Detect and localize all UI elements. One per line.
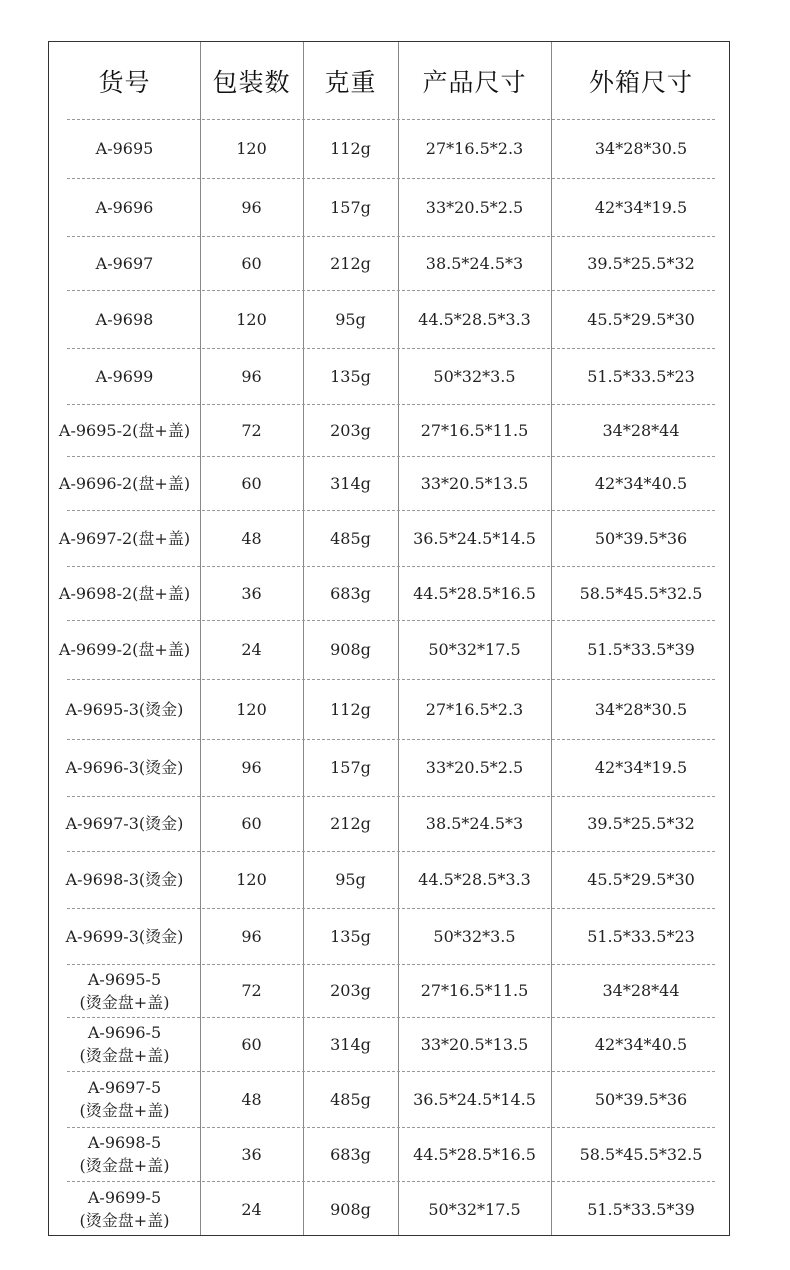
cell-item-number: A-9698-5 (烫金盘+盖) <box>79 1133 170 1175</box>
cell-product-size: 33*20.5*2.5 <box>425 758 524 777</box>
cell-weight: 203g <box>330 420 371 440</box>
cell-item-number: A-9699-3(烫金) <box>65 926 184 946</box>
cell-item-number: A-9696-3(烫金) <box>65 758 184 777</box>
cell-weight: 112g <box>330 699 371 719</box>
table-row <box>49 510 729 566</box>
cell-item-number: A-9695-2(盘+盖) <box>58 420 191 440</box>
cell-carton-size: 42*34*19.5 <box>594 197 688 217</box>
cell-carton-size: 51.5*33.5*23 <box>587 366 695 386</box>
table-row <box>49 964 729 1017</box>
table-row <box>49 908 729 964</box>
cell-weight: 485g <box>330 528 371 548</box>
cell-carton-size: 50*39.5*36 <box>594 1089 688 1109</box>
table-row <box>49 178 729 236</box>
cell-pack-count: 60 <box>241 1034 262 1054</box>
table-row <box>49 679 729 739</box>
cell-carton-size: 51.5*33.5*23 <box>587 926 695 946</box>
cell-item-number: A-9695-5 (烫金盘+盖) <box>79 969 170 1012</box>
cell-pack-count: 120 <box>236 139 267 158</box>
cell-item-number: A-9698-3(烫金) <box>65 870 184 889</box>
cell-pack-count: 96 <box>241 366 262 386</box>
cell-carton-size: 45.5*29.5*30 <box>587 309 695 329</box>
cell-item-number: A-9699 <box>95 366 154 386</box>
cell-carton-size: 34*28*44 <box>602 420 680 440</box>
cell-carton-size: 45.5*29.5*30 <box>587 870 695 889</box>
cell-pack-count: 48 <box>241 1089 262 1109</box>
cell-pack-count: 96 <box>241 926 262 946</box>
cell-product-size: 33*20.5*13.5 <box>420 1034 529 1054</box>
cell-weight: 683g <box>330 583 371 603</box>
cell-item-number: A-9695-3(烫金) <box>65 699 184 719</box>
cell-weight: 908g <box>330 640 371 659</box>
cell-pack-count: 48 <box>241 528 262 548</box>
cell-weight: 908g <box>330 1199 371 1219</box>
cell-weight: 314g <box>330 1034 371 1054</box>
cell-carton-size: 39.5*25.5*32 <box>587 814 695 833</box>
table-row <box>49 1017 729 1071</box>
cell-pack-count: 120 <box>236 699 267 719</box>
cell-product-size: 33*20.5*2.5 <box>425 197 524 217</box>
cell-product-size: 27*16.5*2.3 <box>425 699 524 719</box>
cell-pack-count: 36 <box>241 583 262 603</box>
table-row <box>49 348 729 404</box>
cell-weight: 112g <box>330 139 371 158</box>
cell-product-size: 27*16.5*11.5 <box>420 981 529 1000</box>
cell-pack-count: 36 <box>241 1144 262 1164</box>
cell-carton-size: 34*28*30.5 <box>594 139 688 158</box>
cell-carton-size: 58.5*45.5*32.5 <box>579 1144 703 1164</box>
cell-product-size: 50*32*17.5 <box>428 640 521 659</box>
cell-carton-size: 42*34*40.5 <box>594 473 688 493</box>
cell-product-size: 36.5*24.5*14.5 <box>413 1089 536 1109</box>
cell-pack-count: 96 <box>241 197 262 217</box>
cell-weight: 683g <box>330 1144 371 1164</box>
cell-pack-count: 120 <box>236 870 267 889</box>
cell-product-size: 50*32*3.5 <box>433 366 516 386</box>
cell-product-size: 44.5*28.5*3.3 <box>418 309 531 329</box>
cell-product-size: 44.5*28.5*16.5 <box>413 1144 536 1164</box>
cell-pack-count: 60 <box>241 253 262 273</box>
cell-product-size: 38.5*24.5*3 <box>425 253 524 273</box>
cell-weight: 157g <box>330 758 371 777</box>
cell-carton-size: 51.5*33.5*39 <box>587 640 695 659</box>
cell-weight: 135g <box>330 926 371 946</box>
spec-table <box>48 41 730 1236</box>
cell-product-size: 27*16.5*2.3 <box>425 139 524 158</box>
header-item-number: 货号 <box>98 67 151 97</box>
cell-pack-count: 24 <box>241 1199 262 1219</box>
table-row <box>49 119 729 178</box>
cell-product-size: 44.5*28.5*3.3 <box>418 870 531 889</box>
cell-weight: 203g <box>330 981 371 1000</box>
cell-pack-count: 24 <box>241 640 262 659</box>
cell-carton-size: 39.5*25.5*32 <box>587 253 695 273</box>
cell-product-size: 50*32*3.5 <box>433 926 516 946</box>
table-row <box>49 290 729 348</box>
table-row <box>49 404 729 456</box>
cell-carton-size: 34*28*30.5 <box>594 699 688 719</box>
cell-item-number: A-9696 <box>95 197 154 217</box>
table-header <box>49 42 729 119</box>
table-row <box>49 236 729 290</box>
cell-pack-count: 120 <box>236 309 267 329</box>
cell-carton-size: 58.5*45.5*32.5 <box>579 583 703 603</box>
table-row <box>49 456 729 510</box>
cell-item-number: A-9697 <box>95 253 154 273</box>
cell-weight: 485g <box>330 1089 371 1109</box>
cell-pack-count: 72 <box>241 420 262 440</box>
header-weight: 克重 <box>324 67 377 97</box>
cell-item-number: A-9699-2(盘+盖) <box>58 640 191 659</box>
table-row <box>49 851 729 908</box>
cell-product-size: 50*32*17.5 <box>428 1199 521 1219</box>
cell-weight: 212g <box>330 814 371 833</box>
cell-carton-size: 42*34*19.5 <box>594 758 688 777</box>
cell-pack-count: 96 <box>241 758 262 777</box>
cell-product-size: 27*16.5*11.5 <box>420 420 529 440</box>
cell-item-number: A-9697-3(烫金) <box>65 814 184 833</box>
table-row <box>49 1071 729 1127</box>
cell-item-number: A-9697-2(盘+盖) <box>58 528 191 548</box>
cell-product-size: 33*20.5*13.5 <box>420 473 529 493</box>
table-row <box>49 739 729 796</box>
cell-item-number: A-9698 <box>95 309 154 329</box>
cell-product-size: 44.5*28.5*16.5 <box>413 583 536 603</box>
table-row <box>49 796 729 851</box>
cell-weight: 157g <box>330 197 371 217</box>
cell-weight: 314g <box>330 473 371 493</box>
table-row <box>49 566 729 620</box>
cell-weight: 212g <box>330 253 371 273</box>
header-carton-size: 外箱尺寸 <box>588 67 693 97</box>
cell-weight: 135g <box>330 366 371 386</box>
cell-item-number: A-9698-2(盘+盖) <box>58 583 191 603</box>
cell-product-size: 36.5*24.5*14.5 <box>413 528 536 548</box>
cell-item-number: A-9697-5 (烫金盘+盖) <box>79 1078 170 1120</box>
cell-item-number: A-9695 <box>95 139 154 158</box>
cell-weight: 95g <box>335 309 366 329</box>
cell-carton-size: 51.5*33.5*39 <box>587 1199 695 1219</box>
cell-carton-size: 42*34*40.5 <box>594 1034 688 1054</box>
cell-pack-count: 60 <box>241 473 262 493</box>
table-row <box>49 1127 729 1181</box>
cell-carton-size: 34*28*44 <box>602 981 680 1000</box>
cell-item-number: A-9699-5 (烫金盘+盖) <box>79 1188 170 1230</box>
cell-pack-count: 60 <box>241 814 262 833</box>
cell-pack-count: 72 <box>241 981 262 1000</box>
header-product-size: 产品尺寸 <box>422 67 527 97</box>
table-row <box>49 620 729 679</box>
cell-product-size: 38.5*24.5*3 <box>425 814 524 833</box>
cell-carton-size: 50*39.5*36 <box>594 528 688 548</box>
header-pack-count: 包装数 <box>212 67 291 97</box>
cell-item-number: A-9696-2(盘+盖) <box>58 473 191 493</box>
cell-item-number: A-9696-5 (烫金盘+盖) <box>79 1023 170 1065</box>
cell-weight: 95g <box>335 870 366 889</box>
table-row <box>49 1181 729 1237</box>
